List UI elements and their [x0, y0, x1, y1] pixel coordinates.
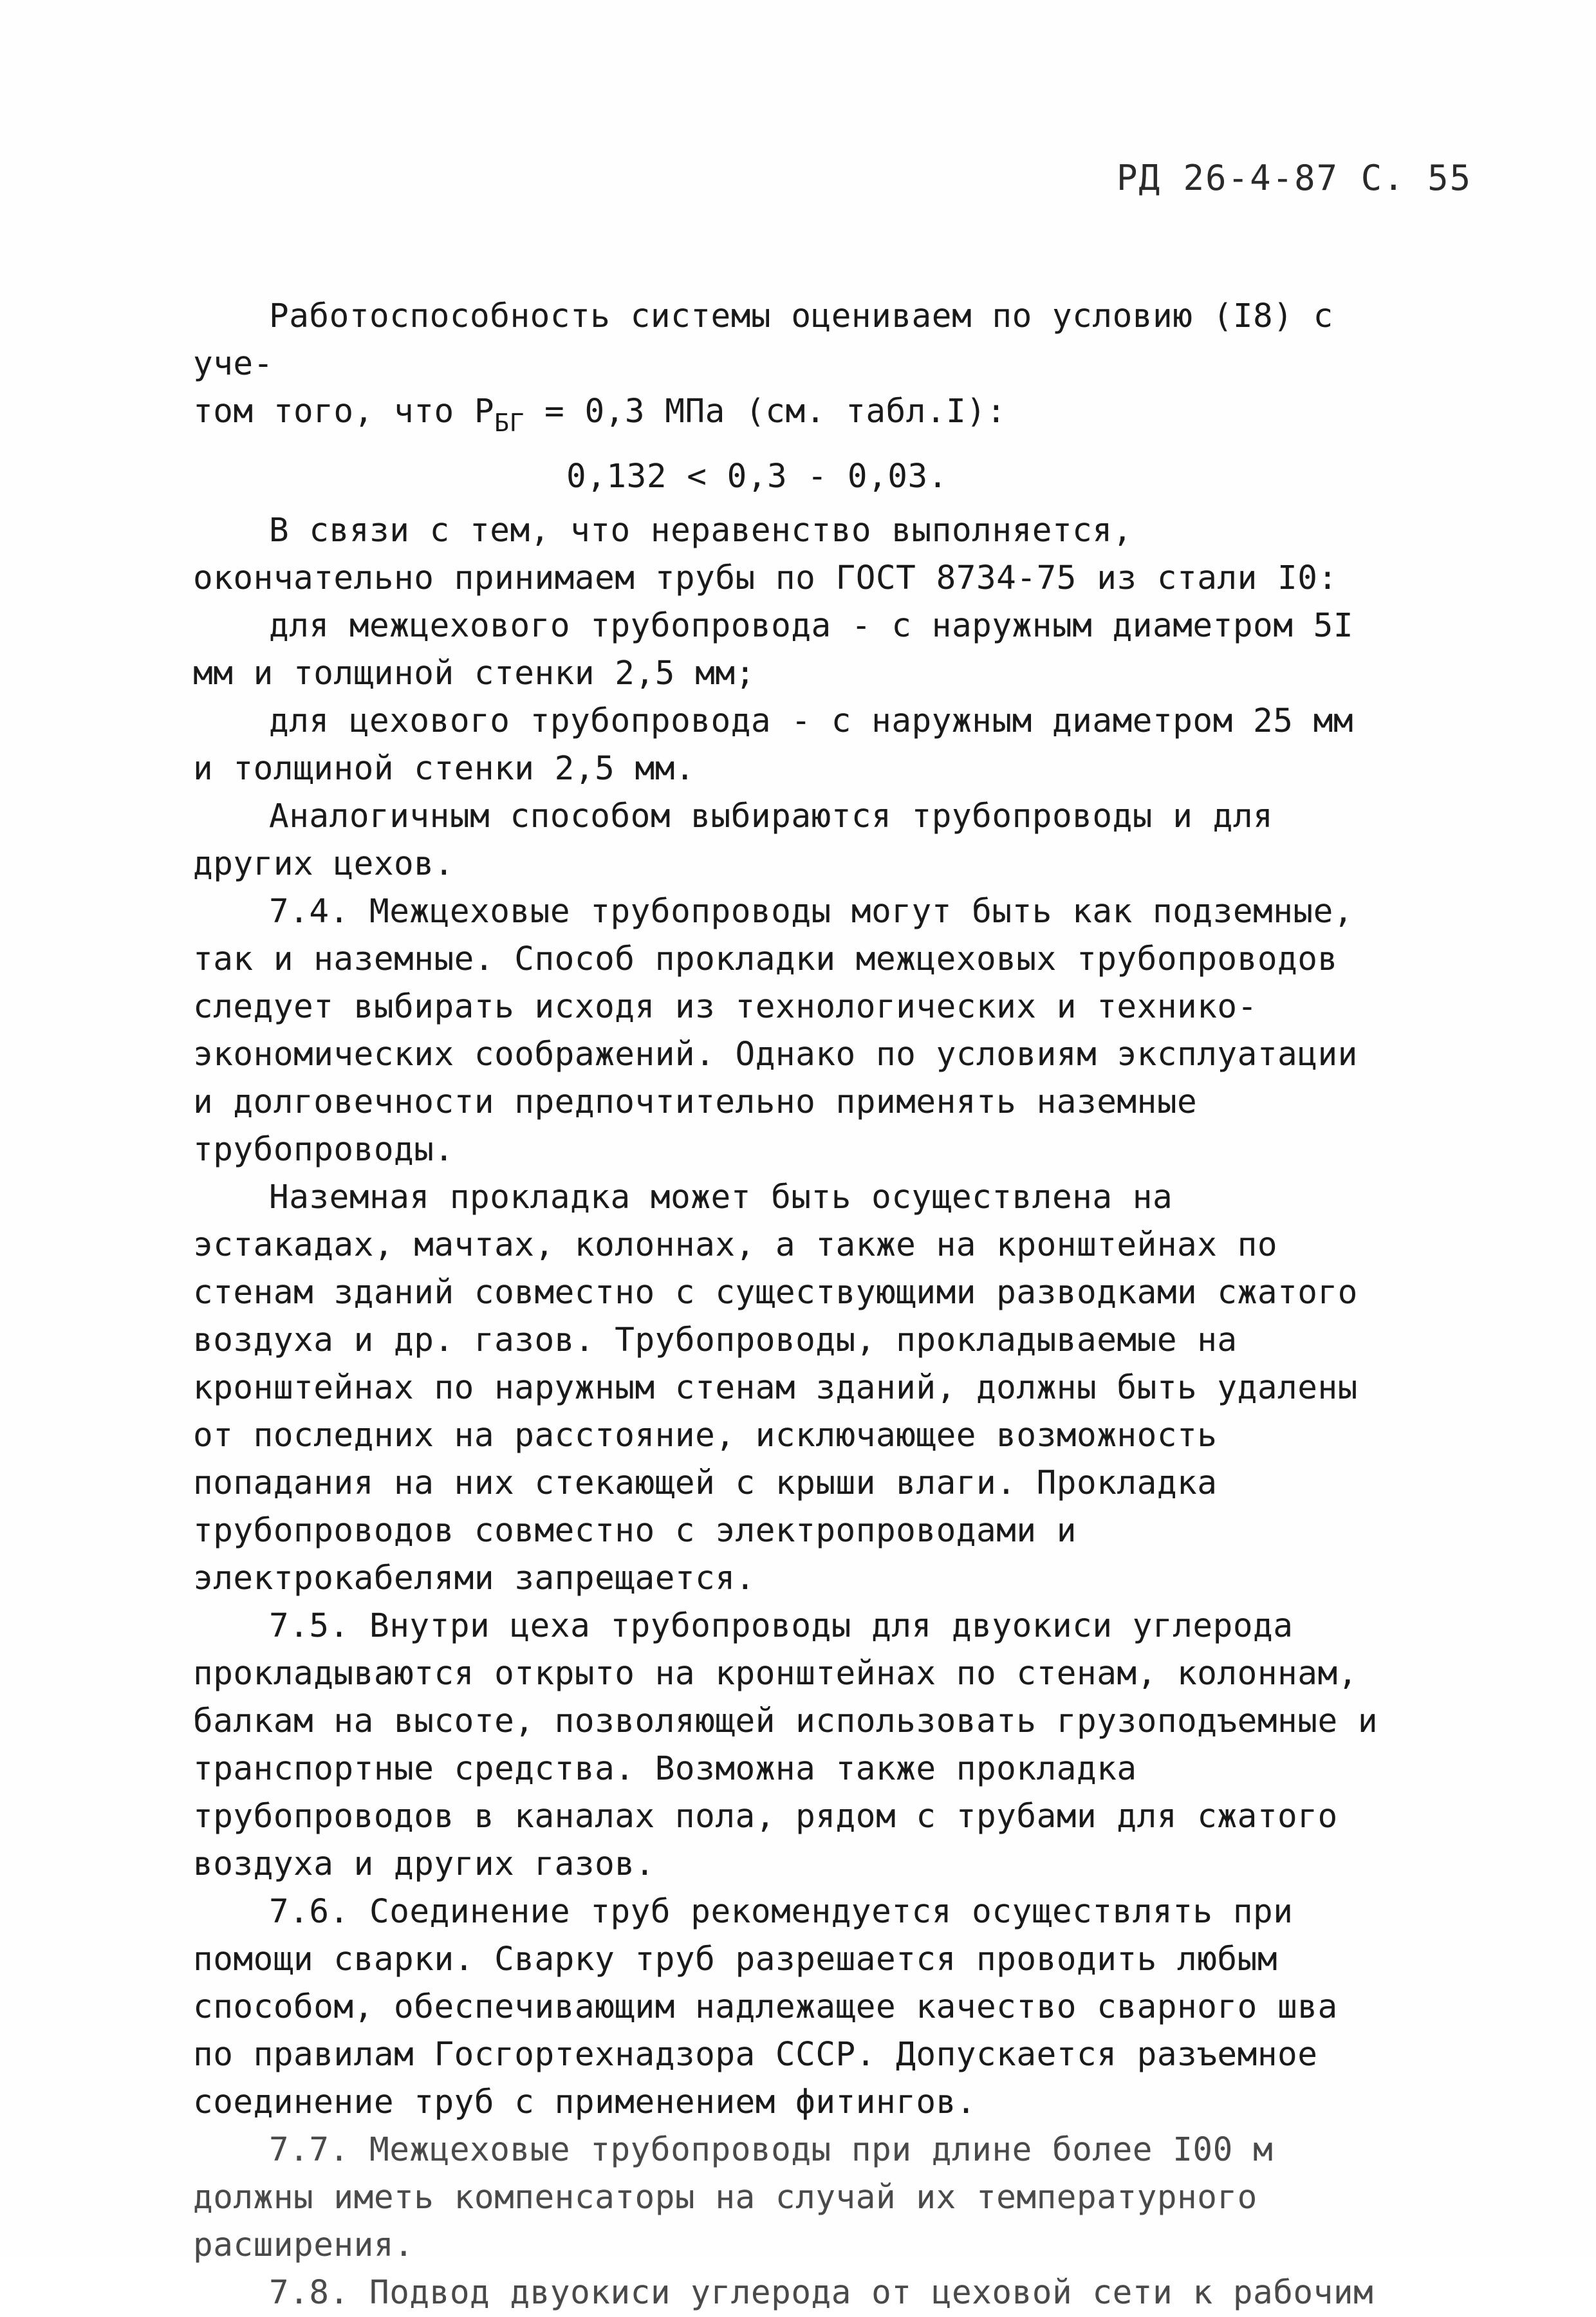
paragraph-7-5: 7.5. Внутри цеха трубопроводы для двуокиси углерода прокладываются открыто на кронштейнах по стенам, колоннам, балкам на высоте, позволяющей использовать грузоподъемные и транспортные средства. Возможна также прокладка трубопроводов в каналах пола, рядом с трубами для сжатого воздуха и других газов. [193, 1607, 1378, 1883]
paragraph-above-ground: Наземная прокладка может быть осуществлена на эстакадах, мачтах, колоннах, а также на кронштейнах по стенам зданий совместно с существующими разводками сжатого воздуха и др. газов. Трубопроводы, прокладываемые на кронштейнах по наружным стенам зданий, должны быть удалены от последних на расстояние, исключающее возможность попадания на них стекающей с крыши влаги. Прокладка трубопроводов совместно с электропроводами и электрокабелями запрещается. [193, 1178, 1358, 1597]
paragraph-shop-pipe: для цехового трубопровода - с наружным диаметром 25 мм и толщиной стенки 2,5 мм. [193, 702, 1354, 788]
document-reference-header: РД 26-4-87 С. 55 [1117, 158, 1472, 198]
paragraph-intershop-pipe: для межцехового трубопровода - с наружным диаметром 5I мм и толщиной стенки 2,5 мм; [193, 607, 1354, 693]
paragraph-line: Работоспособность системы оцениваем по условию (I8) с уче- [193, 297, 1333, 383]
paragraph-other-shops: Аналогичным способом выбираются трубопроводы и для других цехов. [193, 797, 1274, 883]
paragraph-line-start: том того, что Р [193, 393, 495, 431]
paragraph-7-8: 7.8. Подвод двуокиси углерода от цеховой сети к рабочим [269, 2274, 1374, 2312]
document-body [193, 293, 1390, 2317]
inequality-formula: 0,132 < 0,3 - 0,03. [566, 458, 948, 496]
pressure-subscript: БГ [494, 409, 524, 437]
paragraph-7-7: 7.7. Межцеховые трубопроводы при длине более I00 м должны иметь компенсаторы на случай их температурного расширения. [193, 2131, 1274, 2264]
paragraph-pipe-choice: В связи с тем, что неравенство выполняется, окончательно принимаем трубы по ГОСТ 8734-75 из стали I0: [193, 512, 1338, 597]
paragraph-operability [193, 293, 1390, 447]
paragraph-7-4: 7.4. Межцеховые трубопроводы могут быть как подземные, так и наземные. Способ прокладки межцеховых трубопроводов следует выбирать исходя из технологических и технико-экономических соображений. Однако по условиям эксплуатации и долговечности предпочтительно применять наземные трубопроводы. [193, 893, 1358, 1169]
paragraph-line-end: = 0,3 МПа (см. табл.I): [524, 393, 1007, 431]
paragraph-7-6: 7.6. Соединение труб рекомендуется осуществлять при помощи сварки. Сварку труб разрешается проводить любым способом, обеспечивающим надлежащее качество сварного шва по правилам Госгортехнадзора СССР. Допускается разъемное соединение труб с применением фитингов. [193, 1893, 1338, 2121]
